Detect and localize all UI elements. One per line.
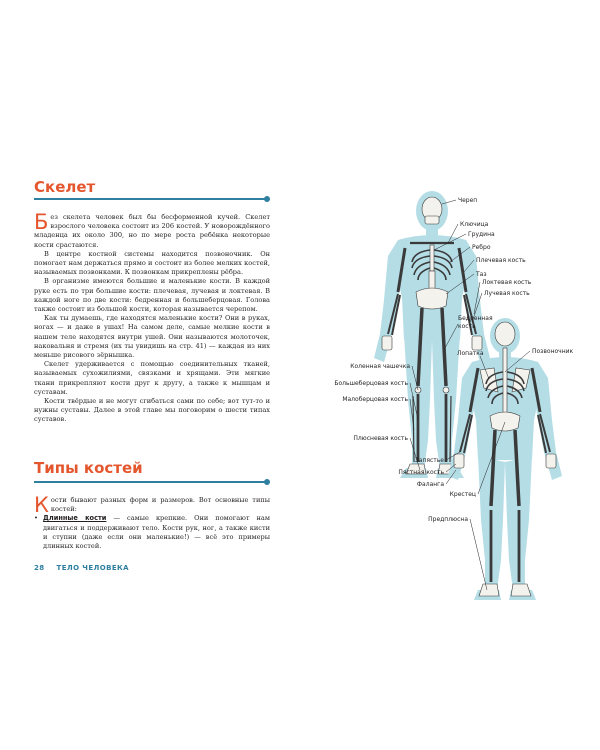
label-patella: Коленная чашечка xyxy=(350,363,410,370)
label-tarsus: Предплюсна xyxy=(428,516,468,523)
label-humerus: Плечевая кость xyxy=(476,257,526,264)
drop-cap: К xyxy=(34,493,49,517)
section-title-skeleton: Скелет xyxy=(34,178,96,196)
label-ulna: Локтевая кость xyxy=(482,279,532,286)
label-metacarpal: Пястная кость xyxy=(398,469,444,476)
label-sternum: Грудина xyxy=(468,231,495,238)
paragraph: В организме имеются большие и маленькие кости. В каждой руке есть по три большие кости: плечевая, лучевая и локтевая. В каждой ноге по две кости: бедренная и большеберцовая. Голова также состоит из большой кости, которая называется черепом. xyxy=(34,277,270,314)
label-metatarsal: Плюсневая кость xyxy=(353,435,408,442)
paragraph: Кости бывают разных форм и размеров. Вот основные типы костей: xyxy=(34,493,270,517)
label-radius: Лучевая кость xyxy=(484,290,530,297)
paragraph: В центре костной системы находится позвоночник. Он помогает нам держаться прямо и состоит из более мелких костей, называемых позвонками. К позвонкам прикреплены рёбра. xyxy=(34,249,270,277)
label-scapula: Лопатка xyxy=(457,350,484,357)
paragraph: Без скелета человек был бы бесформенной кучей. Скелет взрослого человека состоит из 206 костей. У новорождённого младенца их около 300, но по мере роста ребёнка некоторые кости срастаются. xyxy=(34,210,270,249)
label-femur-line2: кость xyxy=(458,323,476,330)
label-spine: Позвоночник xyxy=(532,348,574,355)
label-femur: Бедренная xyxy=(458,315,493,322)
list-item: • Длинные кости — самые крепкие. Они помогают нам двигаться и поддерживают тело. Кости рук, ног, а также кисти и ступни (даже если они маленькие!) — всё это примеры длинных костей. xyxy=(34,514,270,551)
label-rib: Ребро xyxy=(472,244,491,251)
label-wrist: Запястье xyxy=(414,457,444,464)
label-skull: Череп xyxy=(458,197,478,204)
page-number: 28 xyxy=(34,564,45,572)
section-title-bone-types: Типы костей xyxy=(34,459,143,477)
paragraph: Скелет удерживается с помощью соединительных тканей, называемых сухожилиями, связками и хрящами. Эти мягкие ткани прикрепляют кости друг к другу, а также к мышцам и суставам. xyxy=(34,360,270,396)
label-tibia: Большеберцовая кость xyxy=(334,380,408,387)
paragraph: Кости твёрдые и не могут сгибаться сами по себе; вот тут-то и нужны суставы. Далее в этой главе мы поговорим о шести типах суставов. xyxy=(34,397,270,424)
running-title: ТЕЛО ЧЕЛОВЕКА xyxy=(56,564,129,572)
drop-cap: Б xyxy=(34,210,49,234)
label-clavicle: Ключица xyxy=(460,221,489,228)
bullet-term: Длинные кости xyxy=(43,514,107,523)
paragraph: Как ты думаешь, где находятся маленькие кости? Они в руках, ногах — и даже в ушах! На самом деле, самые мелкие кости в нашем теле находятся внутри ушей. Они называются молоточек, наковальня и стремя (их ты увидишь на стр. 41) — каждая из них меньше рисового зёрнышка. xyxy=(34,314,270,360)
back-skeleton-figure xyxy=(448,318,562,600)
label-fibula: Малоберцовая кость xyxy=(342,396,408,403)
label-sacrum: Крестец xyxy=(449,491,476,498)
label-pelvis: Таз xyxy=(476,271,487,278)
label-phalanx: Фаланга xyxy=(416,481,444,488)
